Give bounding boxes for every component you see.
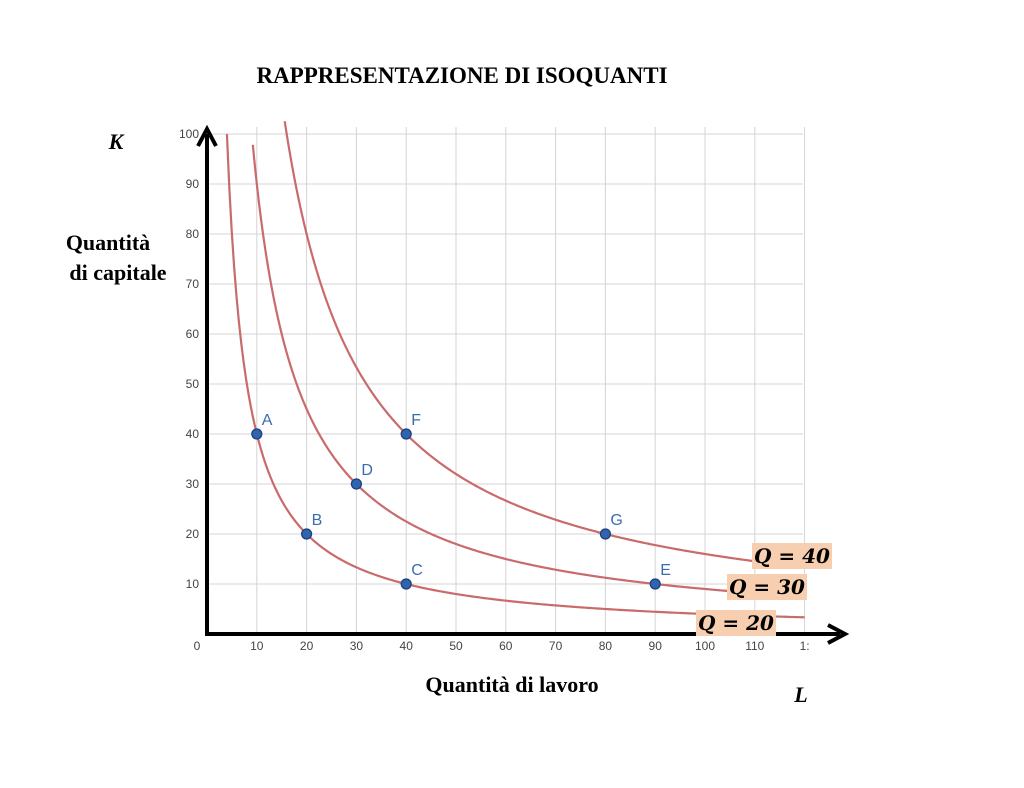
- point-label-c: C: [411, 562, 423, 579]
- data-point-g: [600, 529, 610, 539]
- x-tick-label: 100: [694, 639, 716, 653]
- x-tick-label: 60: [499, 639, 513, 653]
- point-label-e: E: [660, 562, 671, 579]
- point-label-g: G: [610, 512, 623, 529]
- data-point-b: [302, 529, 312, 539]
- tick-labels: [179, 127, 810, 653]
- isoquant-curve-2: [253, 145, 755, 593]
- point-label-d: D: [361, 462, 373, 479]
- y-tick-label: 20: [185, 527, 199, 541]
- y-tick-label: 30: [185, 477, 199, 491]
- x-axis-letter: L: [794, 682, 808, 707]
- x-tick-label: 40: [399, 639, 413, 653]
- axes: [198, 129, 845, 643]
- x-tick-label: 0: [193, 639, 201, 653]
- y-axis-letter: K: [108, 129, 124, 154]
- data-point-c: [401, 579, 411, 589]
- y-tick-label: 90: [185, 177, 199, 191]
- x-tick-label: 70: [548, 639, 563, 653]
- x-tick-label: 90: [648, 639, 662, 653]
- y-tick-label: 50: [185, 377, 199, 391]
- data-points: [252, 412, 671, 589]
- y-tick-label: 40: [185, 427, 199, 441]
- x-tick-label: 50: [449, 639, 463, 653]
- x-tick-label: 20: [299, 639, 314, 653]
- isoquant-label-3: Q = 40: [754, 544, 830, 568]
- data-point-a: [252, 429, 262, 439]
- x-tick-label: 30: [349, 639, 364, 653]
- y-tick-label: 70: [185, 277, 199, 291]
- point-label-a: A: [261, 412, 273, 429]
- data-point-f: [401, 429, 411, 439]
- x-tick-label: 10: [250, 639, 264, 653]
- point-label-f: F: [411, 412, 421, 429]
- y-axis-title-line1: Quantità: [65, 230, 151, 255]
- x-tick-label: 1:: [799, 639, 810, 653]
- isoquant-curves: [227, 121, 805, 617]
- data-point-d: [351, 479, 361, 489]
- x-axis-title: Quantità di lavoro: [425, 672, 599, 697]
- y-tick-label: 60: [185, 327, 199, 341]
- chart-title: RAPPRESENTAZIONE DI ISOQUANTI: [256, 63, 668, 88]
- y-tick-label: 80: [185, 227, 199, 241]
- isoquant-label-2: Q = 30: [729, 575, 805, 599]
- point-label-b: B: [311, 512, 323, 529]
- isoquant-curve-3: [285, 121, 755, 561]
- y-tick-label: 10: [185, 577, 199, 591]
- isoquant-label-1: Q = 20: [698, 611, 774, 635]
- data-point-e: [650, 579, 660, 589]
- x-tick-label: 80: [598, 639, 613, 653]
- x-tick-label: 110: [745, 639, 765, 653]
- y-tick-label: 100: [178, 127, 199, 141]
- y-axis-title-line2: di capitale: [69, 260, 167, 285]
- isoquant-curve-1: [227, 134, 805, 617]
